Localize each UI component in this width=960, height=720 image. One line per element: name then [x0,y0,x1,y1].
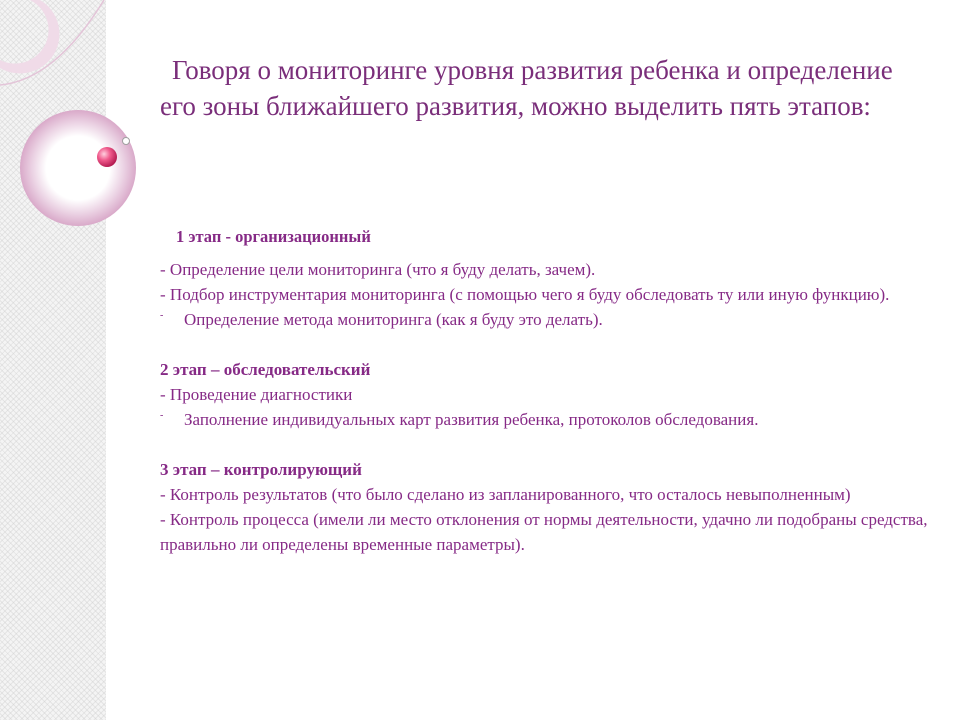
stage-heading: 1 этап - организационный [176,227,371,246]
stage-line: - Контроль процесса (имели ли место отклонения от нормы деятельности, удачно ли подобраны средства, правильно ли определены временные параметры). [160,510,928,554]
large-ring-hole [48,138,108,198]
small-ring-arc [0,0,59,73]
stage-3 [160,457,930,557]
stage-heading: 3 этап – контролирующий [160,460,362,479]
stage-2 [160,357,930,432]
small-dot [123,138,130,145]
bullet-mark: - [160,410,164,421]
decorative-rings [0,0,140,720]
stage-line-text: Определение метода мониторинга (как я буду это делать). [184,310,603,329]
stages-content [160,224,930,557]
stage-bullet-line [160,307,930,332]
spacer [160,432,930,457]
pink-ball [97,147,117,167]
stage-line: - Проведение диагностики [160,385,353,404]
bullet-mark: - [160,310,164,321]
stage-heading: 2 этап – обследовательский [160,360,371,379]
stage-line: - Контроль результатов (что было сделано из запланированного, что осталось невыполненным) [160,485,851,504]
stage-1 [160,224,930,332]
slide-title-text: Говоря о мониторинге уровня развития ребенка и определение его зоны ближайшего развития, можно выделить пять этапов: [160,55,893,121]
stage-line: - Определение цели мониторинга (что я буду делать, зачем). [160,260,596,279]
spacer [160,332,930,357]
stage-bullet-line [160,407,930,432]
stage-line: - Подбор инструментария мониторинга (с помощью чего я буду обследовать ту или иную функцию). [160,285,890,304]
stage-line-text: Заполнение индивидуальных карт развития ребенка, протоколов обследования. [184,410,759,429]
slide-title [160,52,900,124]
